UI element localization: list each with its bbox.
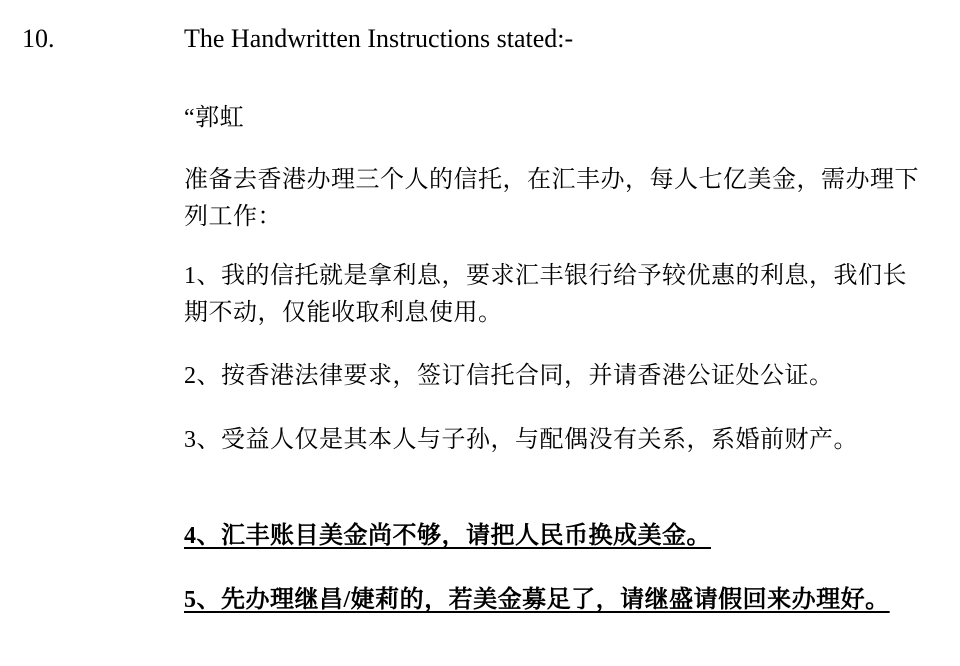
instruction-item-4-emphasis: 4、汇丰账目美金尚不够，请把人民币换成美金。	[184, 523, 711, 549]
paragraph-heading: The Handwritten Instructions stated:-	[184, 24, 574, 53]
instruction-item-3-text: 3、受益人仅是其本人与子孙，与配偶没有关系，系婚前财产。	[184, 427, 858, 453]
instruction-item-2	[184, 358, 924, 395]
instruction-item-1	[184, 258, 924, 332]
paragraph-number: 10.	[22, 24, 55, 53]
salutation-text: “郭虹	[184, 105, 245, 131]
instruction-item-1-text: 1、我的信托就是拿利息，要求汇丰银行给予较优惠的利息，我们长期不动，仅能收取利息使用。	[184, 263, 907, 326]
instruction-item-5-text	[184, 582, 924, 619]
intro-block	[184, 162, 924, 236]
intro-text: 准备去香港办理三个人的信托，在汇丰办，每人七亿美金，需办理下列工作：	[184, 167, 919, 230]
instruction-item-2-text: 2、按香港法律要求，签订信托合同，并请香港公证处公证。	[184, 363, 834, 389]
instruction-item-5-emphasis: 5、先办理继昌/婕莉的，若美金募足了，请继盛请假回来办理好。	[184, 587, 890, 613]
instruction-item-4-text	[184, 518, 924, 555]
instruction-item-5	[184, 582, 924, 619]
instruction-item-4	[184, 518, 924, 555]
salutation-block	[184, 100, 924, 137]
instruction-item-3	[184, 422, 924, 459]
